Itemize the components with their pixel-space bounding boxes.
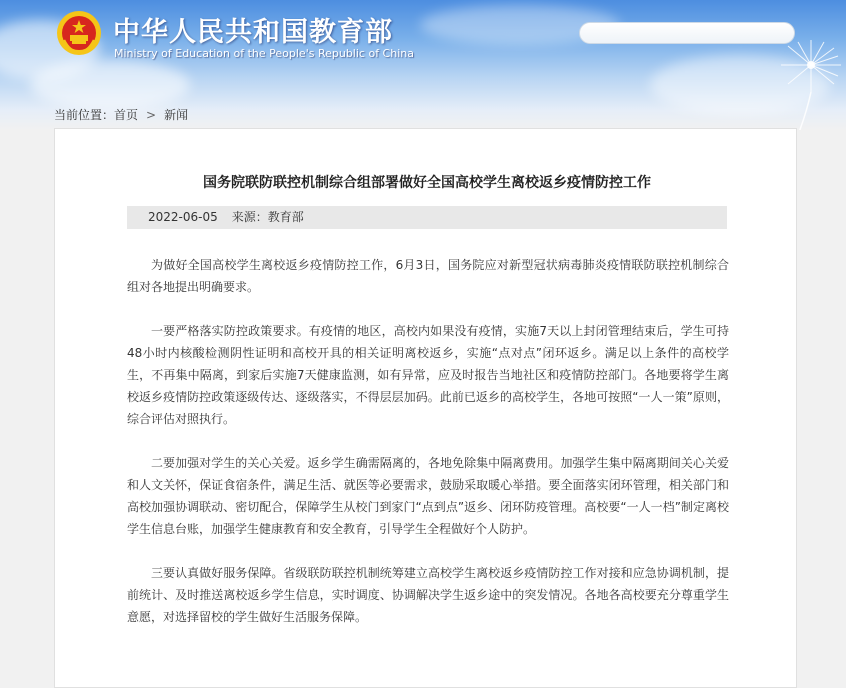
article-source: 来源：教育部 bbox=[231, 210, 304, 224]
breadcrumb bbox=[54, 106, 188, 123]
cloud-decoration bbox=[30, 60, 190, 110]
article-meta-bar bbox=[127, 206, 727, 229]
breadcrumb-separator: > bbox=[146, 108, 157, 122]
article-title: 国务院联防联控机制综合组部署做好全国高校学生离校返乡疫情防控工作 bbox=[203, 175, 651, 191]
article-paragraph: 三要认真做好服务保障。省级联防联控机制统筹建立高校学生离校返乡疫情防控工作对接和应急协调机制，提前统计、及时推送离校返乡学生信息，实时调度、协调解决学生返乡途中的突发情况。各地各高校要充分尊重学生意愿，对选择留校的学生做好生活服务保障。 bbox=[127, 566, 729, 624]
article-date: 2022-06-05 bbox=[148, 210, 218, 224]
breadcrumb-label: 当前位置： bbox=[54, 108, 115, 122]
breadcrumb-home-link[interactable]: 首页 bbox=[114, 108, 139, 122]
article-container bbox=[54, 128, 797, 688]
article-paragraph: 二要加强对学生的关心关爱。返乡学生确需隔离的，各地免除集中隔离费用。加强学生集中隔离期间关心关爱和人文关怀，保证食宿条件，满足生活、就医等必要需求，鼓励采取暖心举措。要全面落实闭环管理，相关部门和高校加强协调联动、密切配合，保障学生从校门到家门“点到点”返乡、闭环防疫管理。高校要“一人一档”制定离校学生信息台账，加强学生健康教育和安全教育，引导学生全程做好个人防护。 bbox=[127, 456, 729, 536]
article-body bbox=[127, 254, 729, 650]
site-subtitle: Ministry of Education of the People's Republic of China bbox=[114, 47, 414, 60]
article-paragraph: 为做好全国高校学生离校返乡疫情防控工作，6月3日，国务院应对新型冠状病毒肺炎疫情联防联控机制综合组对各地提出明确要求。 bbox=[127, 258, 729, 294]
site-title[interactable]: 中华人民共和国教育部 bbox=[113, 17, 393, 48]
breadcrumb-news-link[interactable]: 新闻 bbox=[164, 108, 189, 122]
dandelion-decoration bbox=[756, 20, 846, 130]
article-paragraph: 一要严格落实防控政策要求。有疫情的地区，高校内如果没有疫情，实施7天以上封闭管理结束后，学生可持48小时内核酸检测阴性证明和高校开具的相关证明离校返乡，实施“点对点”闭环返乡。满足以上条件的高校学生，不再集中隔离，到家后实施7天健康监测，如有异常，应及时报告当地社区和疫情防控部门。各地要将学生离校返乡疫情防控政策逐级传达、逐级落实，不得层层加码。此前已返乡的高校学生，各地可按照“一人一策”原则，综合评估对照执行。 bbox=[127, 324, 729, 426]
national-emblem-icon[interactable] bbox=[56, 10, 102, 56]
